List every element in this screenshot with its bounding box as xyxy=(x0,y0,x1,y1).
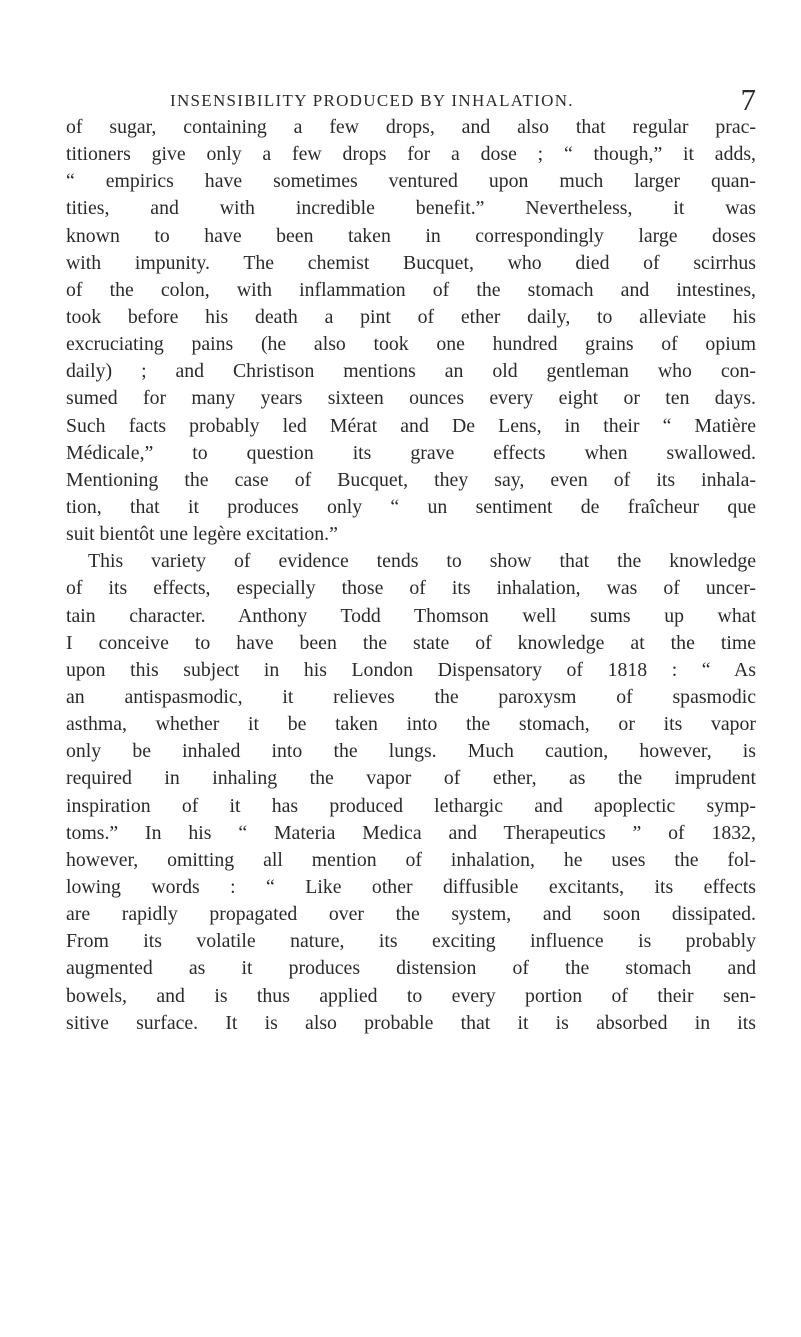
text-line: are rapidly propagated over the system, and soon dissipated. xyxy=(66,903,756,926)
text-line: sitive surface. It is also probable that it is absorbed in its xyxy=(66,1011,756,1034)
text-line: Such facts probably led Mérat and De Lens, in their “ Matière xyxy=(66,414,756,437)
text-line: tain character. Anthony Todd Thomson well sums up what xyxy=(66,604,756,627)
text-line: I conceive to have been the state of knowledge at the time xyxy=(66,631,756,654)
text-line: From its volatile nature, its exciting influence is probably xyxy=(66,930,756,953)
text-line: sumed for many years sixteen ounces every eight or ten days. xyxy=(66,387,756,410)
text-line: tities, and with incredible benefit.” Nevertheless, it was xyxy=(66,197,756,220)
text-line: Mentioning the case of Bucquet, they say, even of its inhala- xyxy=(66,468,756,491)
text-line: toms.” In his “ Materia Medica and Therapeutics ” of 1832, xyxy=(66,821,756,844)
text-line: of sugar, containing a few drops, and also that regular prac- xyxy=(66,116,756,138)
text-line: bowels, and is thus applied to every portion of their sen- xyxy=(66,984,756,1007)
text-line: only be inhaled into the lungs. Much caution, however, is xyxy=(66,740,756,763)
text-line: took before his death a pint of ether daily, to alleviate his xyxy=(66,305,756,328)
text-line: asthma, whether it be taken into the stomach, or its vapor xyxy=(66,713,756,736)
text-line: with impunity. The chemist Bucquet, who died of scirrhus xyxy=(66,251,756,274)
text-line: inspiration of it has produced lethargic and apoplectic symp- xyxy=(66,794,756,817)
text-line: “ empirics have sometimes ventured upon much larger quan- xyxy=(66,170,756,193)
text-line: of its effects, especially those of its inhalation, was of uncer- xyxy=(66,577,756,600)
body-text xyxy=(66,114,756,1037)
text-line: however, omitting all mention of inhalation, he uses the fol- xyxy=(66,848,756,871)
text-line: daily) ; and Christison mentions an old gentleman who con- xyxy=(66,360,756,383)
text-line: lowing words : “ Like other diffusible excitants, its effects xyxy=(66,875,756,898)
text-line: required in inhaling the vapor of ether, as the imprudent xyxy=(66,767,756,790)
page-number: 7 xyxy=(740,82,756,117)
text-line: an antispasmodic, it relieves the paroxysm of spasmodic xyxy=(66,685,756,708)
paragraph-start-line: This variety of evidence tends to show that the knowledge xyxy=(88,550,756,573)
text-line: known to have been taken in correspondingly large doses xyxy=(66,224,756,247)
text-line: Médicale,” to question its grave effects when swallowed. xyxy=(66,441,756,464)
text-line: tion, that it produces only “ un sentiment de fraîcheur que xyxy=(66,495,756,518)
text-line: titioners give only a few drops for a dose ; “ though,” it adds, xyxy=(66,143,756,166)
paragraph-end-line: suit bientôt une legère excitation.” xyxy=(66,523,338,546)
text-line: excruciating pains (he also took one hundred grains of opium xyxy=(66,333,756,356)
running-title: INSENSIBILITY PRODUCED BY INHALATION. xyxy=(170,91,574,110)
text-line: upon this subject in his London Dispensatory of 1818 : “ As xyxy=(66,658,756,681)
text-line: augmented as it produces distension of the stomach and xyxy=(66,957,756,980)
text-line: of the colon, with inflammation of the stomach and intestines, xyxy=(66,278,756,301)
